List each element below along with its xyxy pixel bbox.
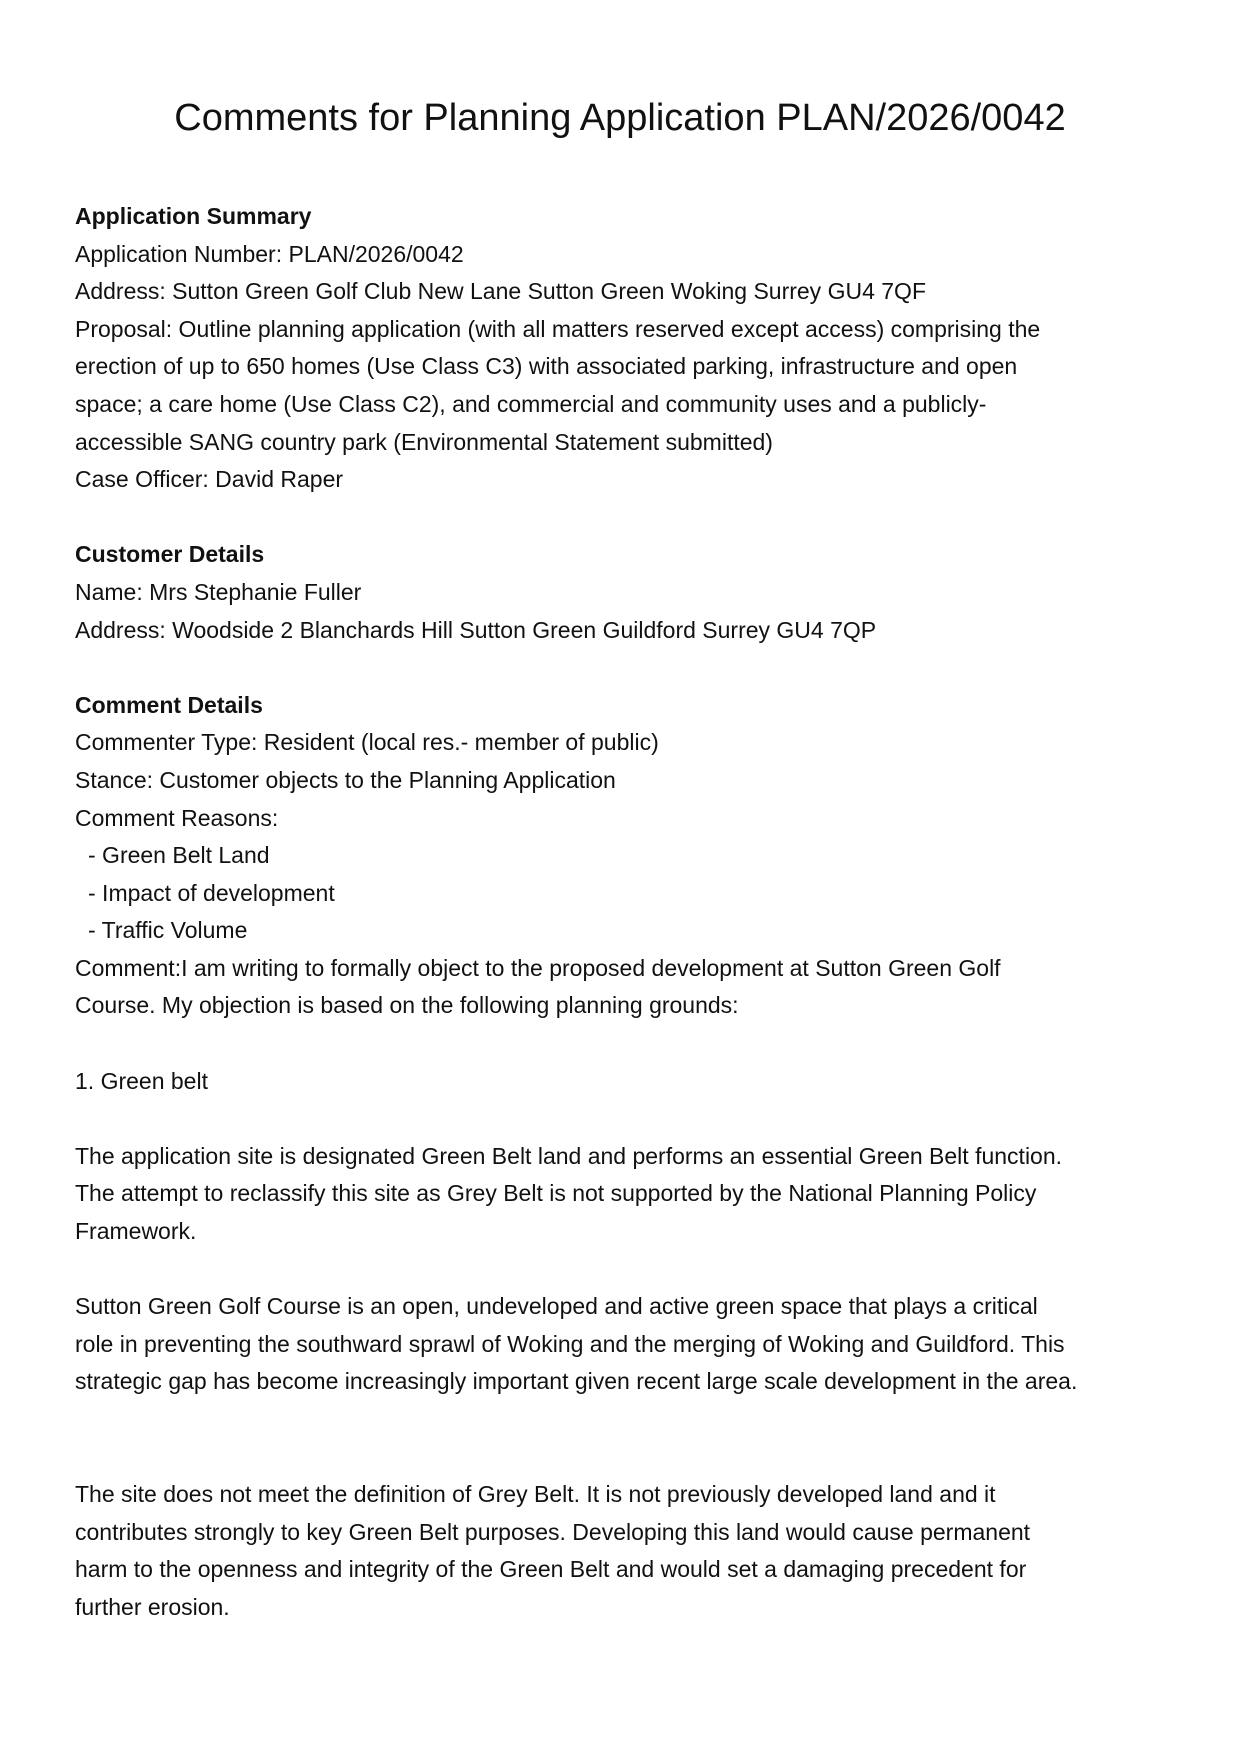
page-title: Comments for Planning Application PLAN/2026/0042 bbox=[174, 97, 1066, 139]
spacer bbox=[75, 1251, 1175, 1289]
paragraph-line: Sutton Green Golf Course is an open, undeveloped and active green space that plays a critical bbox=[75, 1293, 1038, 1320]
spacer bbox=[75, 1025, 1175, 1063]
spacer bbox=[75, 499, 1175, 537]
paragraph-line: Framework. bbox=[75, 1218, 197, 1245]
proposal-line: erection of up to 650 homes (Use Class C3) with associated parking, infrastructure and open bbox=[75, 353, 1018, 380]
application-summary-heading: Application Summary bbox=[75, 203, 312, 229]
comment-reason-item: - Impact of development bbox=[88, 879, 335, 906]
customer-details-heading: Customer Details bbox=[75, 541, 265, 568]
paragraph-line: The application site is designated Green Belt land and performs an essential Green Belt function. bbox=[75, 1142, 1063, 1169]
proposal-line: accessible SANG country park (Environmental Statement submitted) bbox=[75, 428, 773, 455]
paragraph-line: harm to the openness and integrity of the Green Belt and would set a damaging precedent for bbox=[75, 1556, 1027, 1583]
paragraph-line: strategic gap has become increasingly important given recent large scale development in the area. bbox=[75, 1368, 1078, 1395]
document-body bbox=[75, 198, 1175, 1627]
paragraph-line: The attempt to reclassify this site as Grey Belt is not supported by the National Planning Policy bbox=[75, 1180, 1037, 1207]
paragraph-line: contributes strongly to key Green Belt purposes. Developing this land would cause permanent bbox=[75, 1518, 1031, 1545]
point-heading: 1. Green belt bbox=[75, 1067, 208, 1094]
application-number: Application Number: PLAN/2026/0042 bbox=[75, 240, 464, 267]
spacer bbox=[75, 1401, 1175, 1439]
comment-details-heading: Comment Details bbox=[75, 691, 263, 718]
comment-text-line: Comment:I am writing to formally object to the proposed development at Sutton Green Golf bbox=[75, 954, 1001, 981]
comment-text-line: Course. My objection is based on the following planning grounds: bbox=[75, 992, 739, 1019]
customer-address: Address: Woodside 2 Blanchards Hill Sutton Green Guildford Surrey GU4 7QP bbox=[75, 616, 877, 643]
paragraph-line: further erosion. bbox=[75, 1593, 230, 1620]
application-address: Address: Sutton Green Golf Club New Lane Sutton Green Woking Surrey GU4 7QF bbox=[75, 278, 926, 305]
customer-name: Name: Mrs Stephanie Fuller bbox=[75, 578, 362, 605]
spacer bbox=[75, 1439, 1175, 1477]
stance: Stance: Customer objects to the Planning Application bbox=[75, 766, 616, 793]
proposal-line: space; a care home (Use Class C2), and commercial and community uses and a publicly- bbox=[75, 390, 987, 417]
spacer bbox=[75, 649, 1175, 687]
comment-reason-item: - Traffic Volume bbox=[88, 917, 248, 944]
paragraph-line: The site does not meet the definition of Grey Belt. It is not previously developed land and it bbox=[75, 1481, 996, 1508]
paragraph-line: role in preventing the southward sprawl of Woking and the merging of Woking and Guildford. This bbox=[75, 1330, 1065, 1357]
comment-reason-item: - Green Belt Land bbox=[88, 842, 270, 869]
comment-reasons-label: Comment Reasons: bbox=[75, 804, 279, 831]
spacer bbox=[75, 1100, 1175, 1138]
case-officer: Case Officer: David Raper bbox=[75, 466, 344, 493]
commenter-type: Commenter Type: Resident (local res.- member of public) bbox=[75, 729, 659, 756]
proposal-line: Proposal: Outline planning application (with all matters reserved except access) comprising the bbox=[75, 315, 1041, 342]
